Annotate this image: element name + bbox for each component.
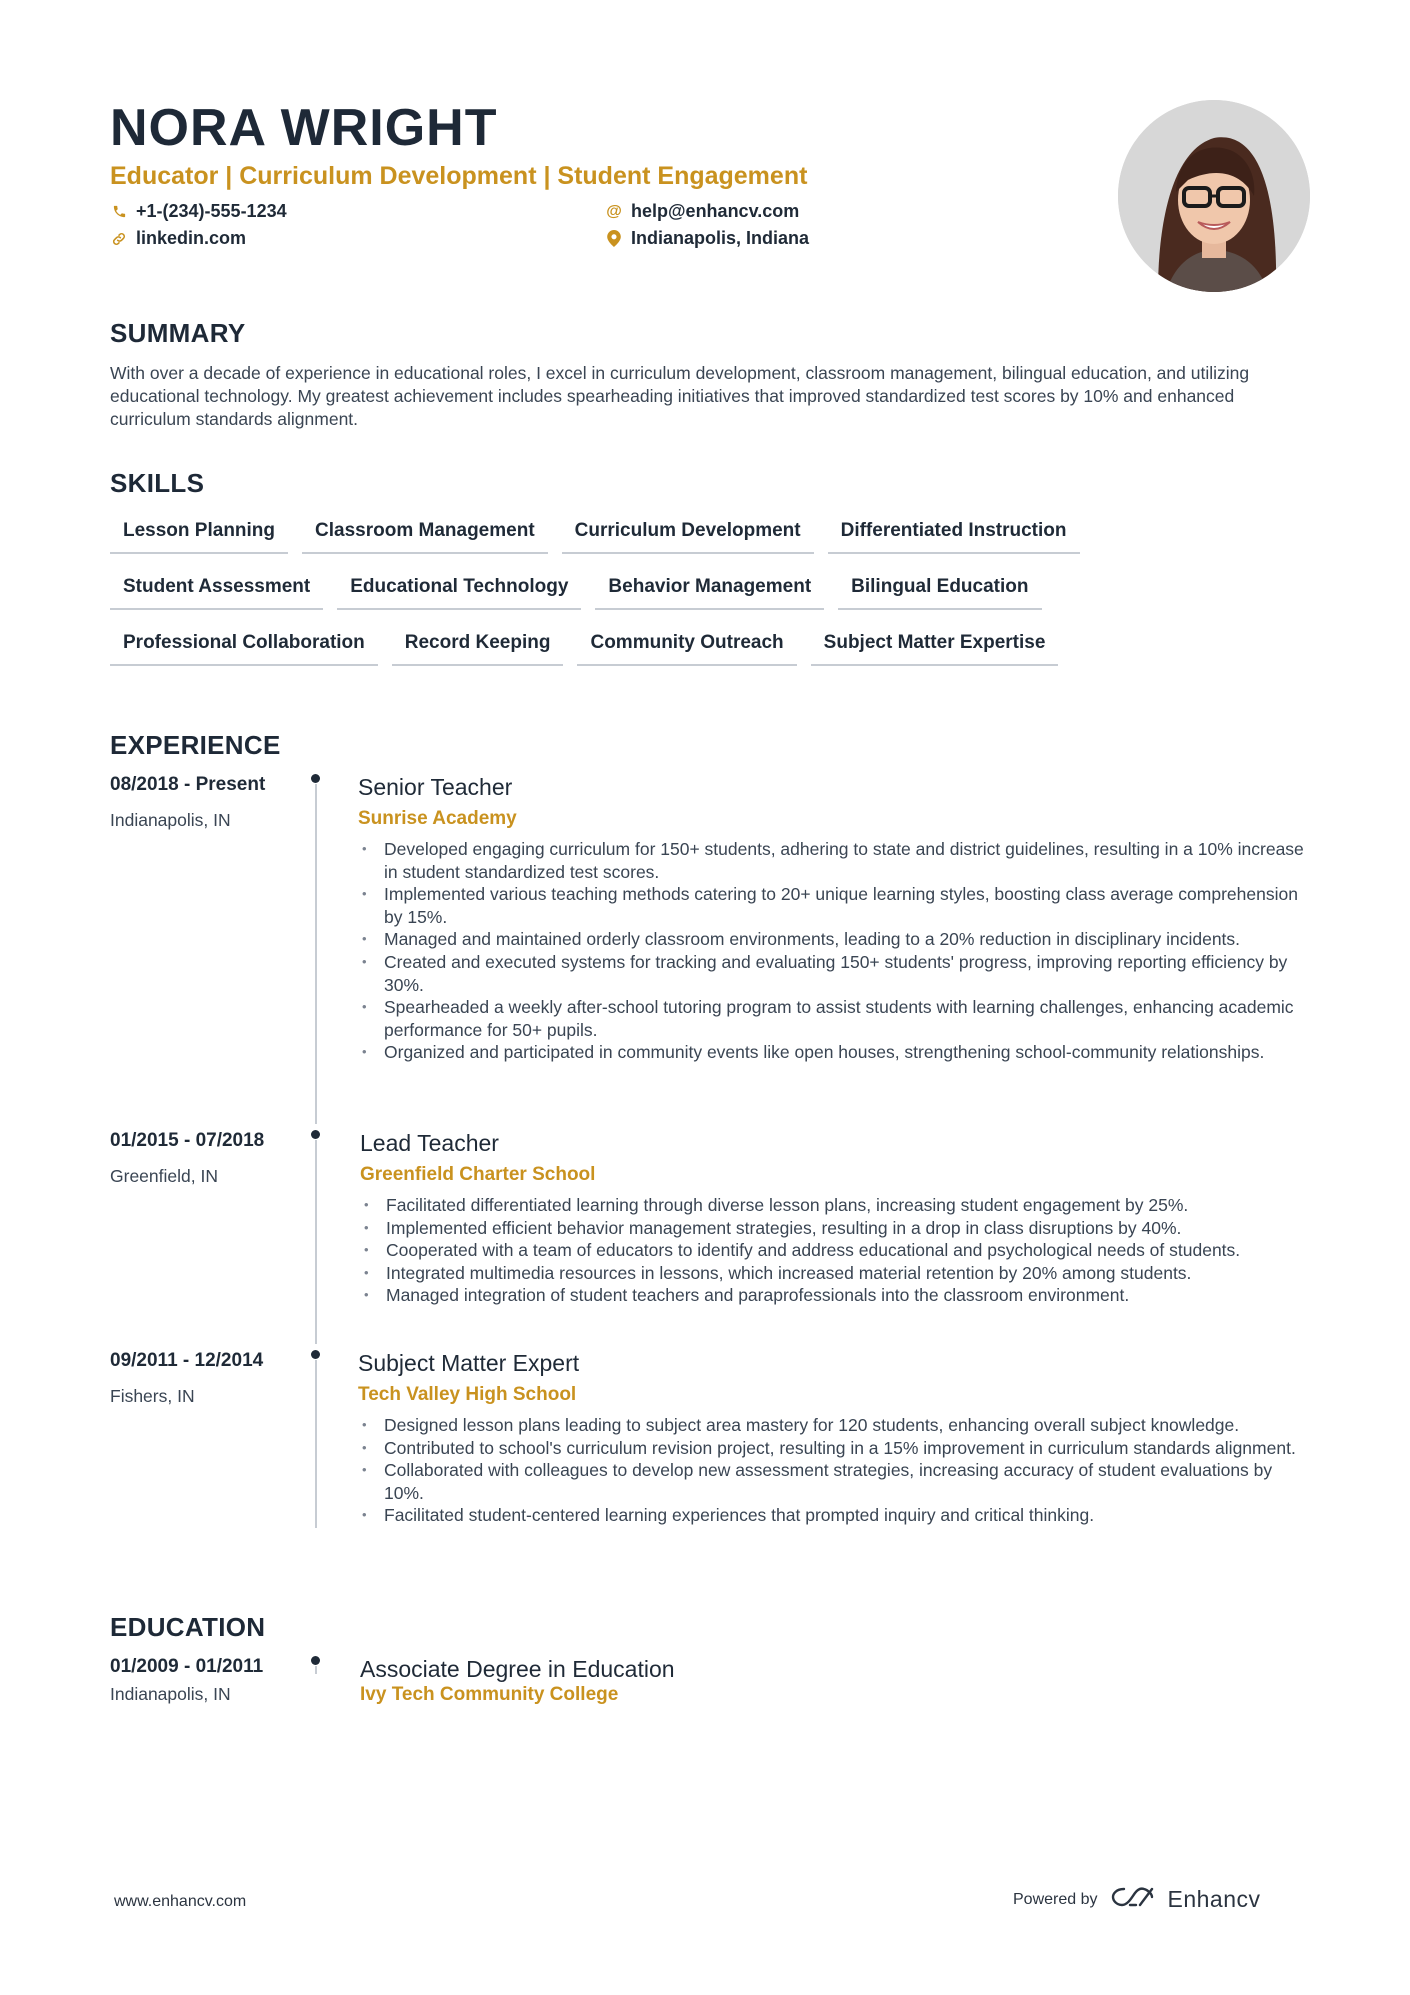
contact-info: [110, 201, 990, 249]
footer-website[interactable]: www.enhancv.com: [114, 1893, 247, 1910]
job-role: Subject Matter Expert: [358, 1350, 580, 1376]
skill-tag: Professional Collaboration: [110, 626, 378, 666]
location-pin-icon: [605, 230, 623, 247]
brand-name: Enhancv: [1167, 1886, 1261, 1912]
contact-linkedin[interactable]: [110, 228, 605, 249]
bullet-item: • Designed lesson plans leading to subject area mastery for 120 students, enhancing overall subject knowledge.: [358, 1414, 1308, 1437]
phone-icon: [110, 204, 128, 219]
bullet-item: • Managed integration of student teachers and paraprofessionals into the classroom environment.: [360, 1284, 1310, 1307]
bullet-item: • Facilitated student-centered learning experiences that prompted inquiry and critical thinking.: [358, 1504, 1308, 1527]
candidate-title: Educator | Curriculum Development | Student Engagement: [110, 162, 808, 190]
skill-tag: Educational Technology: [337, 570, 581, 610]
job-date: 08/2018 - Present: [110, 774, 266, 795]
summary-heading: SUMMARY: [110, 318, 246, 348]
location-text: Indianapolis, Indiana: [631, 228, 810, 248]
skill-tag: Lesson Planning: [110, 514, 288, 554]
timeline-line: [315, 1140, 317, 1344]
bullet-item: • Cooperated with a team of educators to identify and address educational and psychological needs of students.: [360, 1239, 1310, 1262]
job-location: Fishers, IN: [110, 1386, 195, 1406]
education-date: 01/2009 - 01/2011: [110, 1656, 264, 1677]
summary-text: With over a decade of experience in educational roles, I excel in curriculum development, classroom management, bilingual education, and utilizing educational technology. My greatest achievement includes spearheading initiatives that improved standardized test scores by 10% and enhanced curriculum standards alignment.: [110, 363, 1250, 429]
powered-by-text: Powered by: [1013, 1890, 1098, 1908]
timeline-dot: [311, 1656, 320, 1665]
skills-row: [110, 514, 1310, 554]
bullet-item: • Integrated multimedia resources in lessons, which increased material retention by 20% among students.: [360, 1262, 1310, 1285]
skill-tag: Classroom Management: [302, 514, 548, 554]
timeline-line: [315, 1666, 317, 1674]
skills-row: [110, 570, 1310, 610]
skills-list: [110, 514, 1310, 682]
bullet-item: • Developed engaging curriculum for 150+ students, adhering to state and district guidelines, resulting in a 10% increase in student standardized test scores.: [358, 838, 1308, 883]
phone-text: +1-(234)-555-1234: [136, 201, 287, 221]
job-bullets: [360, 1194, 1310, 1307]
experience-heading: EXPERIENCE: [110, 730, 281, 760]
job-bullets: [358, 1414, 1308, 1527]
job-role: Senior Teacher: [358, 774, 513, 800]
job-location: Indianapolis, IN: [110, 810, 231, 830]
job-role: Lead Teacher: [360, 1130, 499, 1156]
education-school: Ivy Tech Community College: [360, 1684, 619, 1705]
skill-tag: Community Outreach: [577, 626, 796, 666]
timeline-line: [315, 1360, 317, 1528]
skill-tag: Record Keeping: [392, 626, 564, 666]
timeline-line: [315, 784, 317, 1124]
contact-email[interactable]: [605, 201, 965, 222]
job-company: Tech Valley High School: [358, 1384, 577, 1405]
job-bullets: [358, 838, 1308, 1064]
job-date: 09/2011 - 12/2014: [110, 1350, 264, 1371]
bullet-item: • Implemented efficient behavior management strategies, resulting in a drop in class disruptions by 40%.: [360, 1217, 1310, 1240]
bullet-item: • Implemented various teaching methods catering to 20+ unique learning styles, boosting class average comprehension by 15%.: [358, 883, 1308, 928]
contact-phone: [110, 201, 605, 222]
timeline-dot: [311, 774, 320, 783]
education-heading: EDUCATION: [110, 1612, 266, 1642]
skill-tag: Subject Matter Expertise: [811, 626, 1059, 666]
skill-tag: Behavior Management: [595, 570, 824, 610]
skill-tag: Differentiated Instruction: [828, 514, 1080, 554]
bullet-item: • Collaborated with colleagues to develop new assessment strategies, increasing accuracy of student evaluations by 10%.: [358, 1459, 1308, 1504]
skills-row: [110, 626, 1310, 666]
job-location: Greenfield, IN: [110, 1166, 218, 1186]
candidate-name: NORA WRIGHT: [110, 99, 498, 157]
job-date: 01/2015 - 07/2018: [110, 1130, 265, 1151]
job-company: Greenfield Charter School: [360, 1164, 596, 1185]
footer-branding: [1013, 1884, 1261, 1915]
enhancv-logo-icon: [1110, 1884, 1156, 1915]
at-icon: @: [606, 202, 622, 220]
timeline-dot: [311, 1130, 320, 1139]
linkedin-text[interactable]: linkedin.com: [136, 228, 247, 248]
skills-heading: SKILLS: [110, 468, 205, 498]
header: [110, 100, 990, 249]
contact-location: [605, 228, 965, 249]
bullet-item: • Contributed to school's curriculum revision project, resulting in a 15% improvement in curriculum standards alignment.: [358, 1437, 1308, 1460]
email-text[interactable]: help@enhancv.com: [631, 201, 800, 221]
skill-tag: Student Assessment: [110, 570, 323, 610]
bullet-item: • Managed and maintained orderly classroom environments, leading to a 20% reduction in disciplinary incidents.: [358, 928, 1308, 951]
education-location: Indianapolis, IN: [110, 1684, 231, 1704]
skill-tag: Curriculum Development: [562, 514, 814, 554]
timeline-dot: [311, 1350, 320, 1359]
skill-tag: Bilingual Education: [838, 570, 1041, 610]
bullet-item: • Facilitated differentiated learning through diverse lesson plans, increasing student engagement by 25%.: [360, 1194, 1310, 1217]
link-icon: [110, 231, 128, 247]
bullet-item: • Organized and participated in community events like open houses, strengthening school-community relationships.: [358, 1041, 1308, 1064]
profile-photo: [1118, 100, 1310, 292]
job-company: Sunrise Academy: [358, 808, 517, 829]
education-degree: Associate Degree in Education: [360, 1656, 675, 1682]
bullet-item: • Spearheaded a weekly after-school tutoring program to assist students with learning challenges, enhancing academic performance for 50+ pupils.: [358, 996, 1308, 1041]
bullet-item: • Created and executed systems for tracking and evaluating 150+ students' progress, improving reporting efficiency by 30%.: [358, 951, 1308, 996]
